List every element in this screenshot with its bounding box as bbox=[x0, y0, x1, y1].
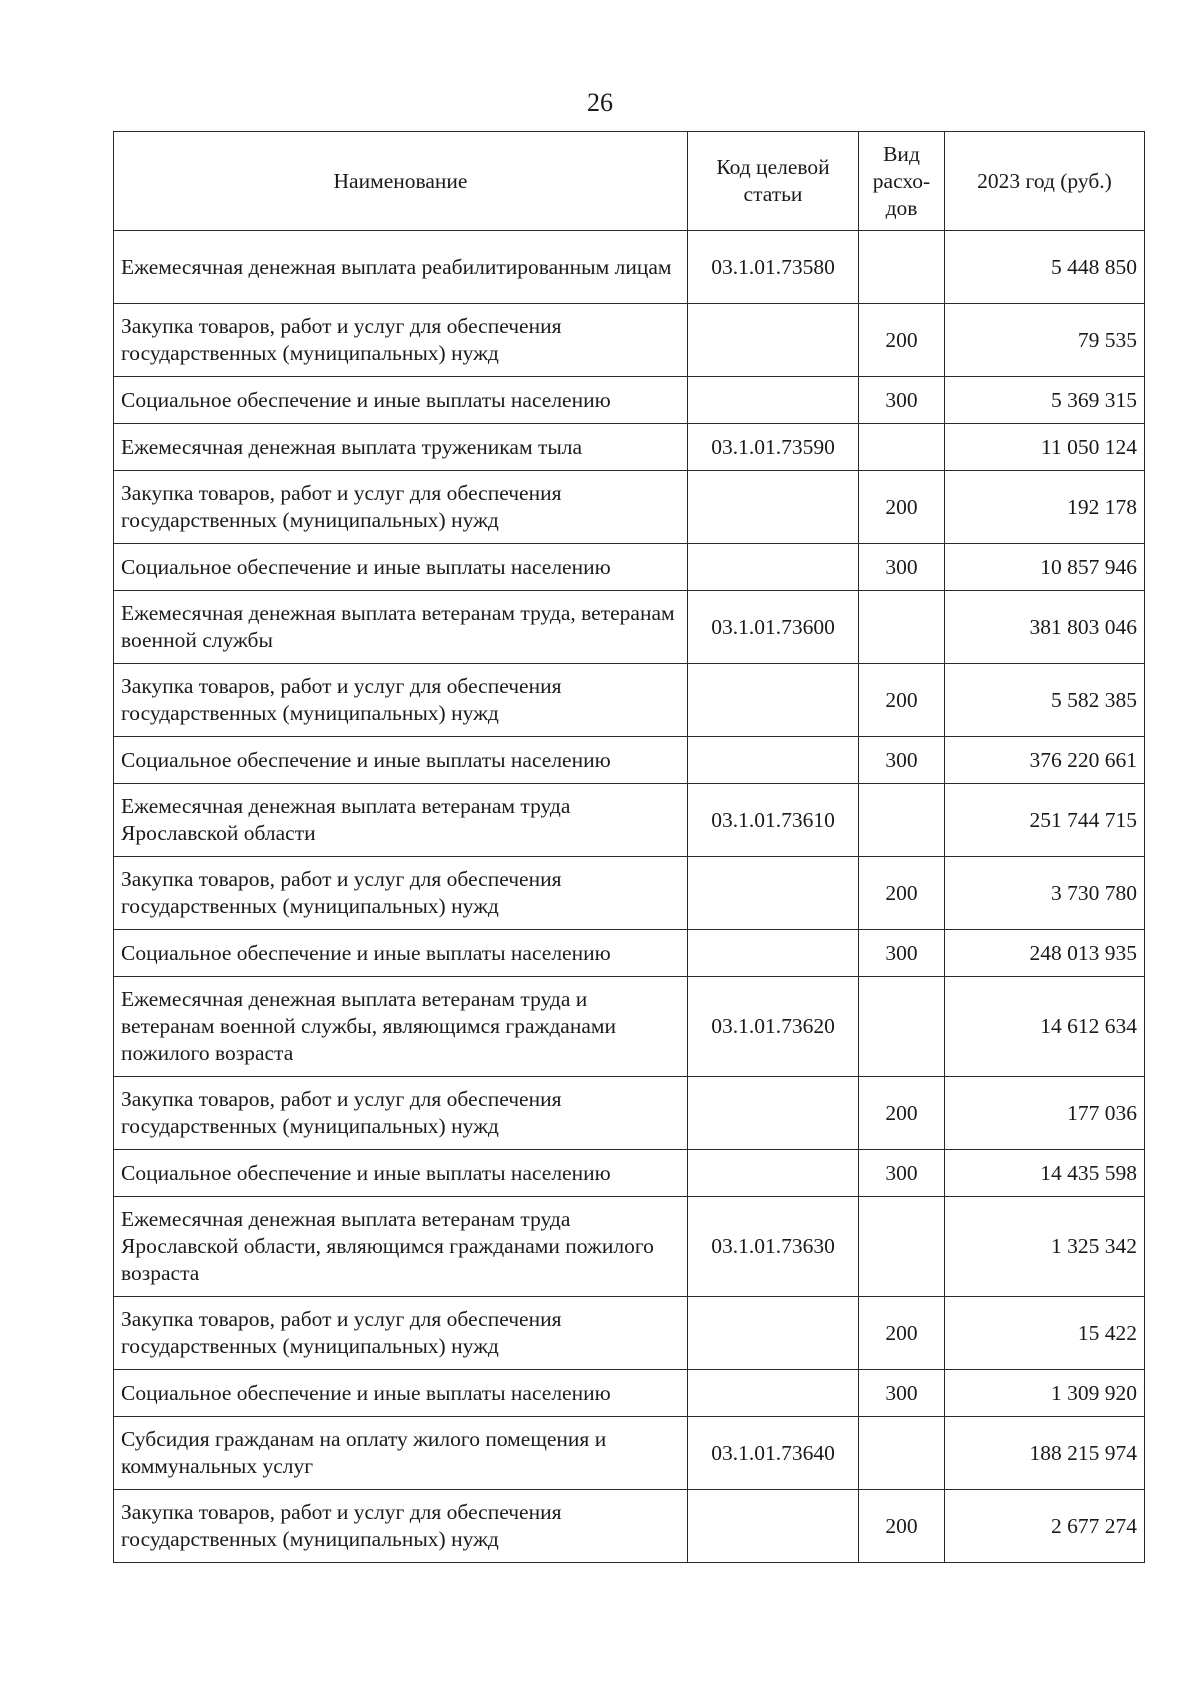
row-name-cell: Ежемесячная денежная выплата ветеранам труда, ветеранам военной службы bbox=[114, 591, 688, 664]
row-sum-cell: 5 582 385 bbox=[945, 664, 1145, 737]
table-row bbox=[114, 737, 1145, 784]
table-row bbox=[114, 857, 1145, 930]
row-sum-cell: 381 803 046 bbox=[945, 591, 1145, 664]
row-name-cell: Социальное обеспечение и иные выплаты населению bbox=[114, 1150, 688, 1197]
table-row bbox=[114, 231, 1145, 304]
row-name-cell: Субсидия гражданам на оплату жилого помещения и коммунальных услуг bbox=[114, 1417, 688, 1490]
table-row bbox=[114, 1370, 1145, 1417]
row-code-cell: 03.1.01.73640 bbox=[688, 1417, 859, 1490]
row-code-cell bbox=[688, 930, 859, 977]
row-name-cell: Ежемесячная денежная выплата ветеранам труда Ярославской области, являющимся гражданами пожилого возраста bbox=[114, 1197, 688, 1297]
row-name-cell: Закупка товаров, работ и услуг для обеспечения государственных (муниципальных) нужд bbox=[114, 304, 688, 377]
row-vid-cell: 300 bbox=[859, 737, 945, 784]
table-row bbox=[114, 977, 1145, 1077]
row-sum-cell: 5 369 315 bbox=[945, 377, 1145, 424]
row-vid-cell bbox=[859, 231, 945, 304]
table-header-row bbox=[114, 132, 1145, 231]
row-sum-cell: 2 677 274 bbox=[945, 1490, 1145, 1563]
row-sum-cell: 11 050 124 bbox=[945, 424, 1145, 471]
row-name-cell: Социальное обеспечение и иные выплаты населению bbox=[114, 377, 688, 424]
row-vid-cell bbox=[859, 784, 945, 857]
row-code-cell bbox=[688, 737, 859, 784]
table-row bbox=[114, 544, 1145, 591]
row-sum-cell: 188 215 974 bbox=[945, 1417, 1145, 1490]
row-code-cell: 03.1.01.73620 bbox=[688, 977, 859, 1077]
row-name-cell: Закупка товаров, работ и услуг для обеспечения государственных (муниципальных) нужд bbox=[114, 857, 688, 930]
row-vid-cell: 200 bbox=[859, 857, 945, 930]
row-vid-cell: 200 bbox=[859, 1077, 945, 1150]
row-name-cell: Социальное обеспечение и иные выплаты населению bbox=[114, 544, 688, 591]
row-code-cell bbox=[688, 664, 859, 737]
table-row bbox=[114, 1417, 1145, 1490]
row-vid-cell bbox=[859, 977, 945, 1077]
row-sum-cell: 376 220 661 bbox=[945, 737, 1145, 784]
row-sum-cell: 3 730 780 bbox=[945, 857, 1145, 930]
row-code-cell: 03.1.01.73630 bbox=[688, 1197, 859, 1297]
row-sum-cell: 1 309 920 bbox=[945, 1370, 1145, 1417]
row-sum-cell: 15 422 bbox=[945, 1297, 1145, 1370]
table-body bbox=[114, 231, 1145, 1563]
header-code: Код целевой статьи bbox=[688, 132, 859, 231]
table-row bbox=[114, 304, 1145, 377]
row-code-cell bbox=[688, 471, 859, 544]
row-name-cell: Ежемесячная денежная выплата реабилитированным лицам bbox=[114, 231, 688, 304]
row-name-cell: Ежемесячная денежная выплата ветеранам труда Ярославской области bbox=[114, 784, 688, 857]
row-vid-cell bbox=[859, 1417, 945, 1490]
row-code-cell: 03.1.01.73600 bbox=[688, 591, 859, 664]
row-sum-cell: 192 178 bbox=[945, 471, 1145, 544]
row-vid-cell: 300 bbox=[859, 544, 945, 591]
row-name-cell: Закупка товаров, работ и услуг для обеспечения государственных (муниципальных) нужд bbox=[114, 1077, 688, 1150]
table-row bbox=[114, 1077, 1145, 1150]
row-code-cell bbox=[688, 1490, 859, 1563]
table-row bbox=[114, 471, 1145, 544]
row-name-cell: Социальное обеспечение и иные выплаты населению bbox=[114, 737, 688, 784]
header-name: Наименование bbox=[114, 132, 688, 231]
row-code-cell: 03.1.01.73610 bbox=[688, 784, 859, 857]
row-name-cell: Ежемесячная денежная выплата ветеранам труда и ветеранам военной службы, являющимся гражданами пожилого возраста bbox=[114, 977, 688, 1077]
row-vid-cell: 300 bbox=[859, 1370, 945, 1417]
row-sum-cell: 248 013 935 bbox=[945, 930, 1145, 977]
row-name-cell: Закупка товаров, работ и услуг для обеспечения государственных (муниципальных) нужд bbox=[114, 1490, 688, 1563]
table-row bbox=[114, 424, 1145, 471]
table-row bbox=[114, 784, 1145, 857]
row-vid-cell: 200 bbox=[859, 1297, 945, 1370]
row-sum-cell: 14 612 634 bbox=[945, 977, 1145, 1077]
row-sum-cell: 79 535 bbox=[945, 304, 1145, 377]
table-row bbox=[114, 1197, 1145, 1297]
row-sum-cell: 5 448 850 bbox=[945, 231, 1145, 304]
row-sum-cell: 177 036 bbox=[945, 1077, 1145, 1150]
row-code-cell bbox=[688, 1077, 859, 1150]
row-code-cell bbox=[688, 304, 859, 377]
table-row bbox=[114, 1297, 1145, 1370]
page-number: 26 bbox=[587, 88, 613, 117]
row-vid-cell: 200 bbox=[859, 1490, 945, 1563]
row-vid-cell: 300 bbox=[859, 377, 945, 424]
row-sum-cell: 14 435 598 bbox=[945, 1150, 1145, 1197]
header-sum: 2023 год (руб.) bbox=[945, 132, 1145, 231]
row-sum-cell: 251 744 715 bbox=[945, 784, 1145, 857]
row-vid-cell bbox=[859, 591, 945, 664]
row-vid-cell: 300 bbox=[859, 1150, 945, 1197]
row-code-cell bbox=[688, 1150, 859, 1197]
row-sum-cell: 10 857 946 bbox=[945, 544, 1145, 591]
row-name-cell: Закупка товаров, работ и услуг для обеспечения государственных (муниципальных) нужд bbox=[114, 471, 688, 544]
row-sum-cell: 1 325 342 bbox=[945, 1197, 1145, 1297]
row-code-cell bbox=[688, 857, 859, 930]
row-code-cell: 03.1.01.73580 bbox=[688, 231, 859, 304]
row-name-cell: Социальное обеспечение и иные выплаты населению bbox=[114, 930, 688, 977]
table-row bbox=[114, 930, 1145, 977]
row-name-cell: Ежемесячная денежная выплата труженикам тыла bbox=[114, 424, 688, 471]
row-code-cell bbox=[688, 544, 859, 591]
row-code-cell: 03.1.01.73590 bbox=[688, 424, 859, 471]
row-vid-cell: 200 bbox=[859, 664, 945, 737]
table-row bbox=[114, 1150, 1145, 1197]
row-name-cell: Социальное обеспечение и иные выплаты населению bbox=[114, 1370, 688, 1417]
table-row bbox=[114, 377, 1145, 424]
table-row bbox=[114, 664, 1145, 737]
row-code-cell bbox=[688, 1370, 859, 1417]
budget-table bbox=[113, 131, 1145, 1563]
row-code-cell bbox=[688, 1297, 859, 1370]
table-row bbox=[114, 1490, 1145, 1563]
row-vid-cell: 200 bbox=[859, 304, 945, 377]
row-vid-cell bbox=[859, 1197, 945, 1297]
table-row bbox=[114, 591, 1145, 664]
row-name-cell: Закупка товаров, работ и услуг для обеспечения государственных (муниципальных) нужд bbox=[114, 664, 688, 737]
row-vid-cell: 200 bbox=[859, 471, 945, 544]
row-code-cell bbox=[688, 377, 859, 424]
row-vid-cell: 300 bbox=[859, 930, 945, 977]
header-vid: Вид расхо-дов bbox=[859, 132, 945, 231]
row-vid-cell bbox=[859, 424, 945, 471]
row-name-cell: Закупка товаров, работ и услуг для обеспечения государственных (муниципальных) нужд bbox=[114, 1297, 688, 1370]
